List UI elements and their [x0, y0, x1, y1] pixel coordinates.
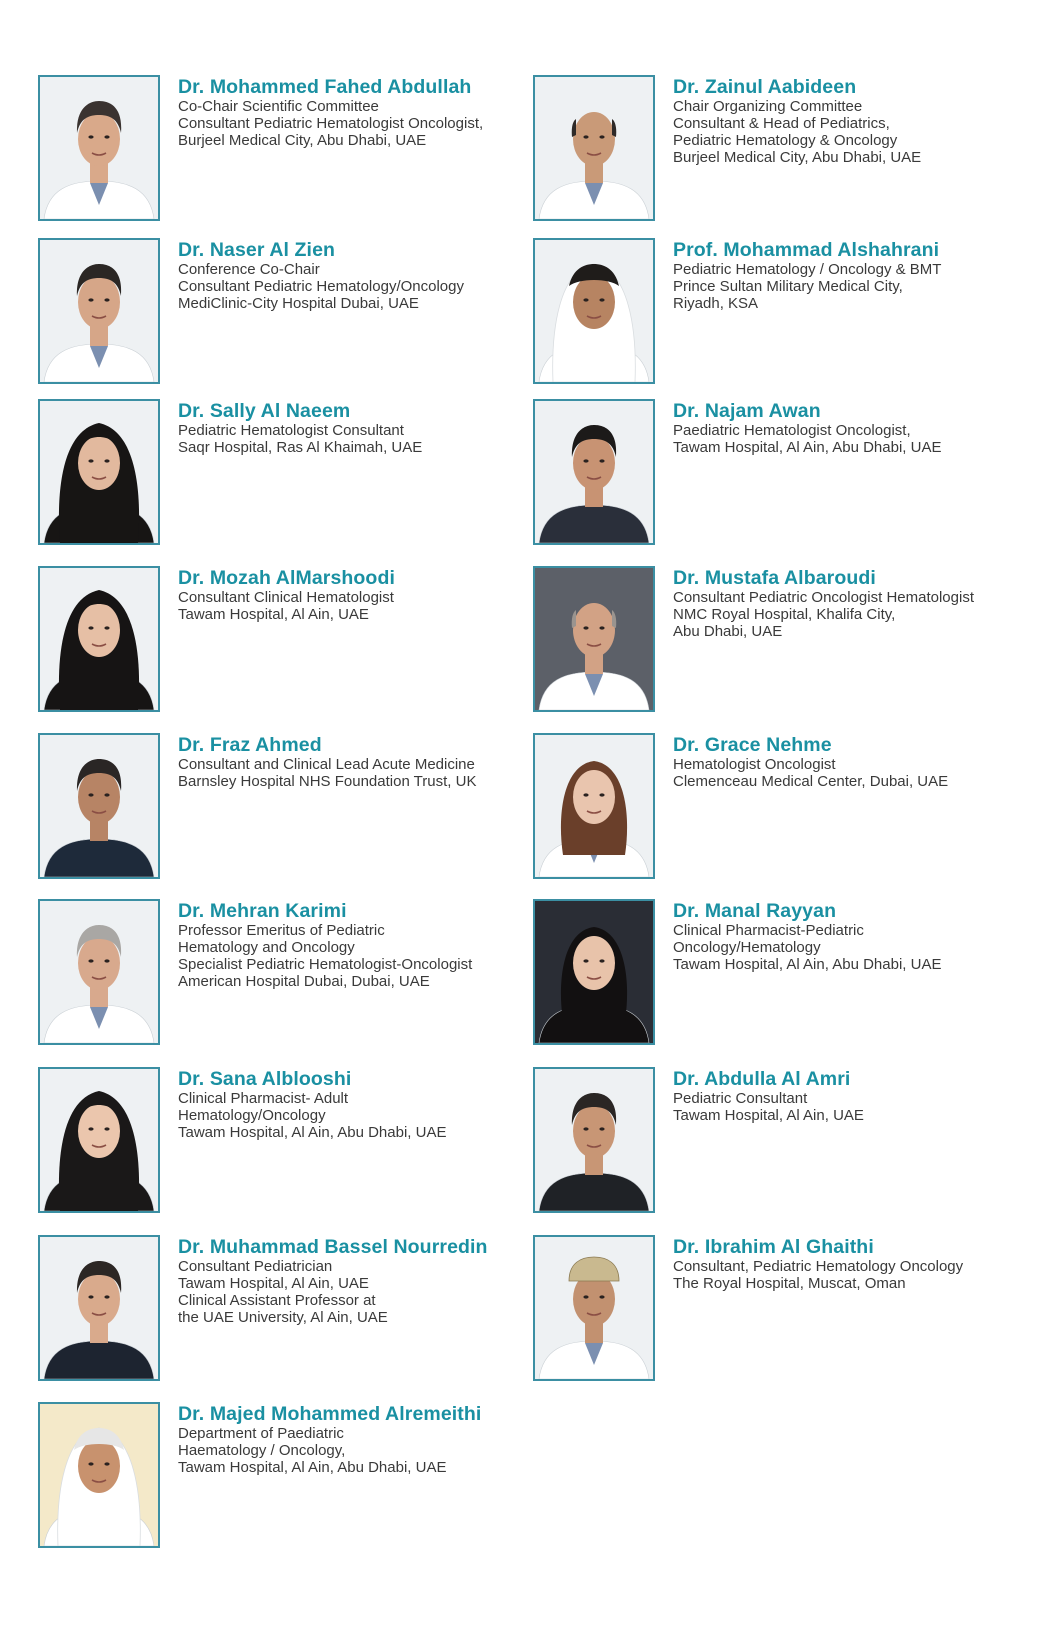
- speaker-name: Prof. Mohammad Alshahrani: [673, 239, 940, 261]
- speaker-photo: [38, 1402, 160, 1548]
- speaker-detail-line: Pediatric Hematology & Oncology: [673, 132, 898, 149]
- speaker-detail-line: Tawam Hospital, Al Ain, UAE: [673, 1107, 864, 1124]
- speaker-info: [178, 1237, 518, 1326]
- speaker-detail-line: Haematology / Oncology,: [178, 1442, 346, 1459]
- speaker-name: Dr. Mozah AlMarshoodi: [178, 567, 395, 589]
- speaker-photo: [38, 1235, 160, 1381]
- speaker-photo: [533, 238, 655, 384]
- speaker-detail-line: Professor Emeritus of Pediatric: [178, 922, 385, 939]
- speaker-name: Dr. Sana Alblooshi: [178, 1068, 352, 1090]
- speaker-photo: [38, 75, 160, 221]
- speaker-info: [178, 901, 518, 990]
- speaker-photo: [38, 399, 160, 545]
- speaker-name: Dr. Grace Nehme: [673, 734, 832, 756]
- speaker-detail-line: Tawam Hospital, Al Ain, Abu Dhabi, UAE: [673, 439, 942, 456]
- speaker-name: Dr. Majed Mohammed Alremeithi: [178, 1403, 482, 1425]
- speaker-detail-line: Pediatric Consultant: [673, 1090, 808, 1107]
- speaker-detail-line: Consultant Pediatric Oncologist Hematologist: [673, 589, 974, 606]
- speaker-detail-line: Barnsley Hospital NHS Foundation Trust, UK: [178, 773, 477, 790]
- speaker-info: [178, 568, 518, 623]
- speaker-name: Dr. Sally Al Naeem: [178, 400, 351, 422]
- speaker-detail-line: Consultant Pediatrician: [178, 1258, 333, 1275]
- speaker-name: Dr. Naser Al Zien: [178, 239, 336, 261]
- speaker-detail-line: Hematologist Oncologist: [673, 756, 836, 773]
- speaker-name: Dr. Ibrahim Al Ghaithi: [673, 1236, 874, 1258]
- speaker-photo: [533, 1067, 655, 1213]
- speaker-detail-line: Clinical Pharmacist- Adult: [178, 1090, 349, 1107]
- speaker-detail-line: Clemenceau Medical Center, Dubai, UAE: [673, 773, 949, 790]
- speaker-detail-line: Hematology and Oncology: [178, 939, 355, 956]
- speaker-detail-line: Consultant, Pediatric Hematology Oncology: [673, 1258, 964, 1275]
- speaker-photo: [38, 899, 160, 1045]
- speaker-detail-line: Tawam Hospital, Al Ain, Abu Dhabi, UAE: [178, 1124, 447, 1141]
- speaker-detail-line: Tawam Hospital, Al Ain, Abu Dhabi, UAE: [178, 1459, 447, 1476]
- speaker-name: Dr. Abdulla Al Amri: [673, 1068, 851, 1090]
- speaker-detail-line: Prince Sultan Military Medical City,: [673, 278, 903, 295]
- speaker-info: [178, 401, 518, 456]
- speaker-photo: [38, 566, 160, 712]
- speaker-name: Dr. Mustafa Albaroudi: [673, 567, 876, 589]
- speaker-detail-line: NMC Royal Hospital, Khalifa City,: [673, 606, 896, 623]
- speaker-detail-line: Tawam Hospital, Al Ain, UAE: [178, 1275, 369, 1292]
- speaker-name: Dr. Najam Awan: [673, 400, 821, 422]
- speaker-info: [673, 240, 1013, 312]
- speaker-detail-line: Paediatric Hematologist Oncologist,: [673, 422, 911, 439]
- speaker-detail-line: Pediatric Hematologist Consultant: [178, 422, 404, 439]
- speaker-detail-line: Oncology/Hematology: [673, 939, 821, 956]
- speaker-photo: [533, 899, 655, 1045]
- speaker-info: [178, 735, 518, 790]
- speaker-info: [673, 77, 1013, 166]
- speaker-detail-line: Specialist Pediatric Hematologist-Oncologist: [178, 956, 473, 973]
- speaker-photo: [533, 75, 655, 221]
- speaker-detail-line: Saqr Hospital, Ras Al Khaimah, UAE: [178, 439, 423, 456]
- speaker-info: [178, 1069, 518, 1141]
- speaker-info: [673, 401, 1013, 456]
- speaker-detail-line: Department of Paediatric: [178, 1425, 344, 1442]
- speaker-photo: [533, 1235, 655, 1381]
- speaker-name: Dr. Fraz Ahmed: [178, 734, 322, 756]
- speaker-photo: [38, 238, 160, 384]
- speaker-name: Dr. Muhammad Bassel Nourredin: [178, 1236, 488, 1258]
- speaker-info: [178, 1404, 518, 1476]
- speaker-name: Dr. Zainul Aabideen: [673, 76, 857, 98]
- speaker-name: Dr. Manal Rayyan: [673, 900, 837, 922]
- speaker-detail-line: the UAE University, Al Ain, UAE: [178, 1309, 388, 1326]
- speaker-info: [673, 1237, 1013, 1292]
- speaker-photo: [38, 733, 160, 879]
- speaker-info: [178, 240, 518, 312]
- speaker-detail-line: Pediatric Hematology / Oncology & BMT: [673, 261, 942, 278]
- speaker-info: [673, 568, 1013, 640]
- speaker-detail-line: Clinical Pharmacist-Pediatric: [673, 922, 864, 939]
- speaker-photo: [533, 399, 655, 545]
- speaker-detail-line: Riyadh, KSA: [673, 295, 759, 312]
- speaker-detail-line: MediClinic-City Hospital Dubai, UAE: [178, 295, 419, 312]
- speaker-detail-line: Hematology/Oncology: [178, 1107, 326, 1124]
- speaker-detail-line: The Royal Hospital, Muscat, Oman: [673, 1275, 906, 1292]
- speaker-detail-line: Consultant Pediatric Hematology/Oncology: [178, 278, 464, 295]
- speaker-name: Dr. Mehran Karimi: [178, 900, 347, 922]
- speaker-info: [178, 77, 518, 149]
- speaker-detail-line: Chair Organizing Committee: [673, 98, 863, 115]
- speaker-info: [673, 1069, 1013, 1124]
- speaker-detail-line: Conference Co-Chair: [178, 261, 320, 278]
- speaker-photo: [533, 733, 655, 879]
- speaker-name: Dr. Mohammed Fahed Abdullah: [178, 76, 472, 98]
- speaker-detail-line: Consultant Clinical Hematologist: [178, 589, 394, 606]
- speaker-detail-line: Burjeel Medical City, Abu Dhabi, UAE: [178, 132, 427, 149]
- speaker-detail-line: Consultant and Clinical Lead Acute Medicine: [178, 756, 475, 773]
- speaker-detail-line: Tawam Hospital, Al Ain, UAE: [178, 606, 369, 623]
- speaker-photo: [38, 1067, 160, 1213]
- speaker-detail-line: Clinical Assistant Professor at: [178, 1292, 376, 1309]
- speaker-detail-line: Consultant Pediatric Hematologist Oncologist,: [178, 115, 484, 132]
- speaker-info: [673, 735, 1013, 790]
- speaker-detail-line: American Hospital Dubai, Dubai, UAE: [178, 973, 430, 990]
- speaker-detail-line: Burjeel Medical City, Abu Dhabi, UAE: [673, 149, 922, 166]
- speaker-detail-line: Abu Dhabi, UAE: [673, 623, 783, 640]
- speaker-detail-line: Consultant & Head of Pediatrics,: [673, 115, 890, 132]
- speaker-detail-line: Tawam Hospital, Al Ain, Abu Dhabi, UAE: [673, 956, 942, 973]
- speaker-detail-line: Co-Chair Scientific Committee: [178, 98, 379, 115]
- speaker-photo: [533, 566, 655, 712]
- speaker-info: [673, 901, 1013, 973]
